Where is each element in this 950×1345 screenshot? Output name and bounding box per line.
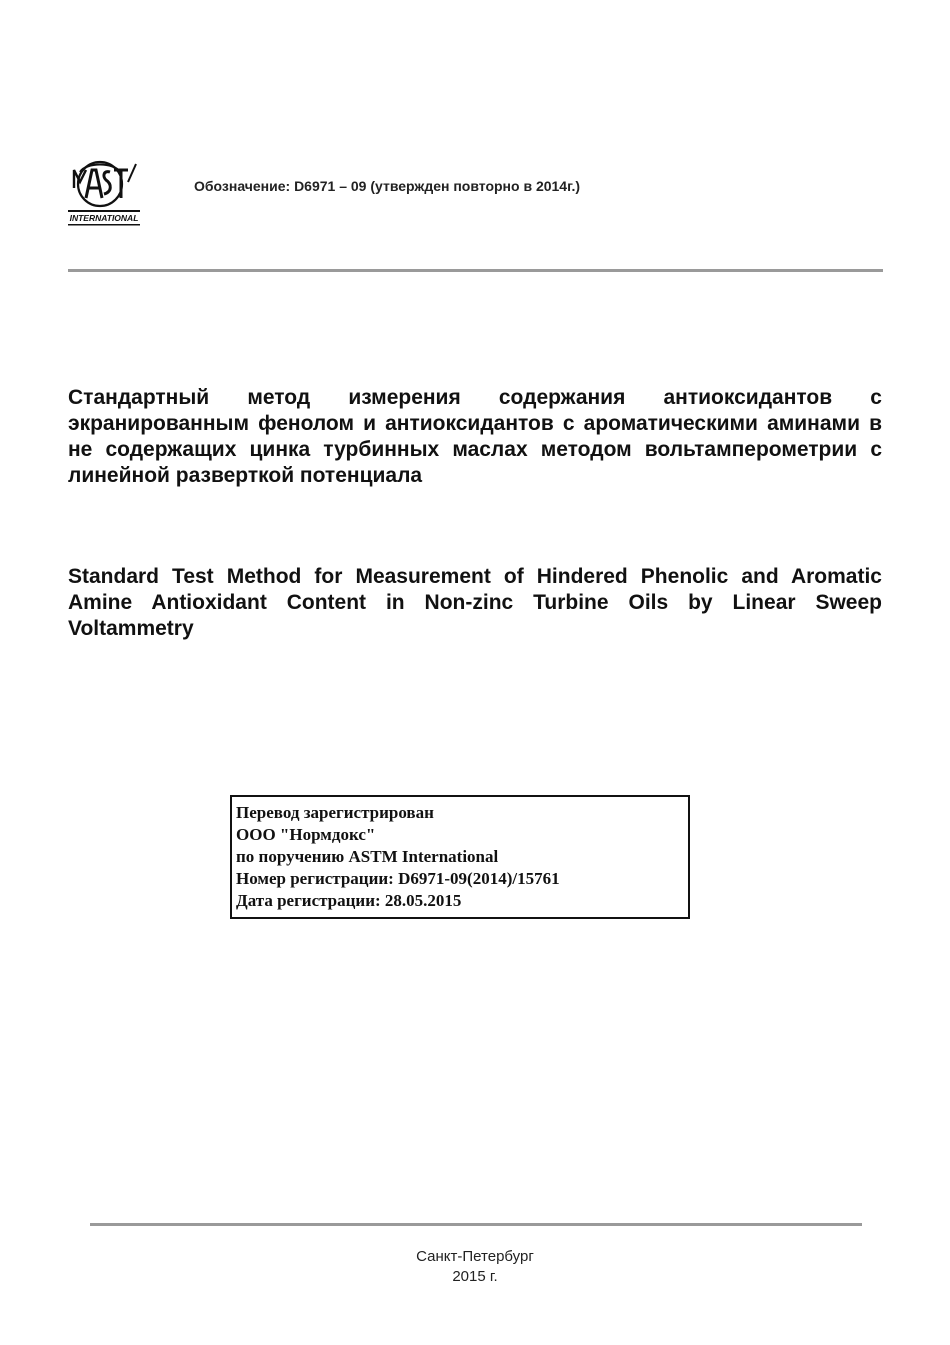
footer-city: Санкт-Петербург <box>416 1248 534 1265</box>
astm-logo <box>66 158 144 228</box>
document-designation: Обозначение: D6971 – 09 (утвержден повторно в 2014г.) <box>194 178 581 194</box>
registration-line: ООО "Нормдокс" <box>236 825 376 844</box>
astm-logo-graphic <box>66 158 144 228</box>
registration-line: Перевод зарегистрирован <box>236 803 434 822</box>
footer-year: 2015 г. <box>452 1268 498 1285</box>
registration-line: по поручению ASTM International <box>236 847 499 866</box>
logo-subtext: INTERNATIONAL <box>69 213 139 223</box>
footer <box>0 1247 950 1287</box>
registration-date: Дата регистрации: 28.05.2015 <box>236 891 462 910</box>
title-english: Standard Test Method for Measurement of Hindered Phenolic and Aromatic Amine Antioxidant Content in Non-zinc Turbine Oils by Linear Sweep Voltammetry <box>68 565 882 640</box>
header-divider <box>68 269 883 272</box>
registration-box <box>230 795 690 919</box>
footer-divider <box>90 1223 862 1226</box>
registration-number: Номер регистрации: D6971-09(2014)/15761 <box>236 869 560 888</box>
title-russian: Стандартный метод измерения содержания антиоксидантов с экранированным фенолом и антиоксидантов с ароматическими аминами в не содержащих цинка турбинных маслах методом вольтамперометрии с линейной разверткой потенциала <box>68 386 882 487</box>
